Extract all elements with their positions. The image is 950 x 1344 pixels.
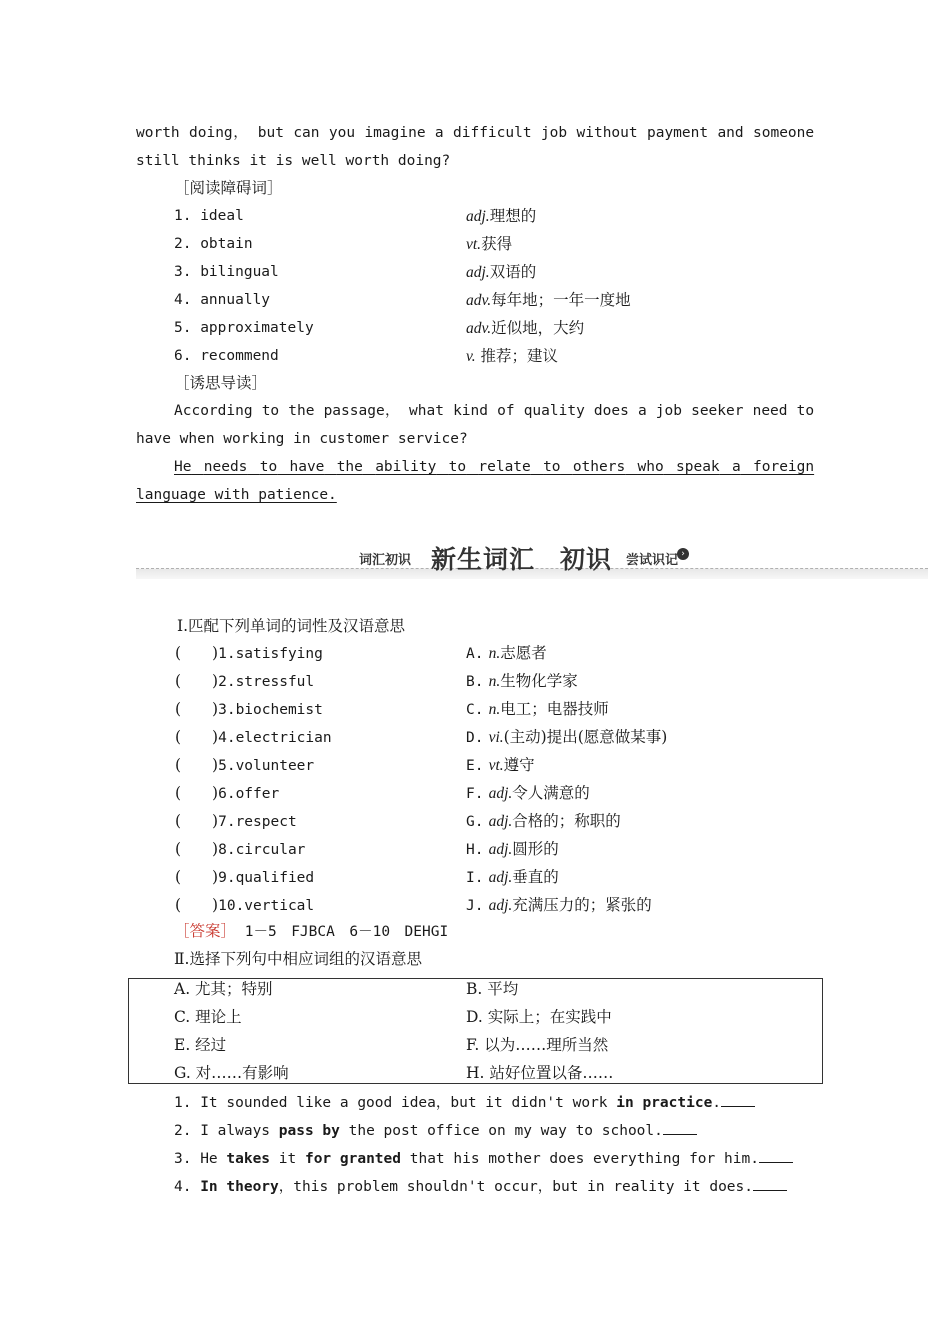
answer-word: He bbox=[174, 459, 192, 475]
phrase-option: C. 理论上 bbox=[174, 1008, 242, 1026]
vocab-meaning-row bbox=[466, 261, 536, 283]
answer-blank bbox=[721, 1092, 755, 1107]
exercise-sentence bbox=[174, 1176, 787, 1198]
exercise-sentence bbox=[174, 1148, 793, 1170]
match-item-left bbox=[175, 726, 332, 748]
answer-paren: ( ) bbox=[175, 672, 219, 690]
vocab-pos: vt. bbox=[466, 236, 482, 253]
banner-left-label: 词汇初识 bbox=[359, 553, 412, 568]
match-item-left bbox=[175, 670, 314, 692]
option-meaning: 遵守 bbox=[503, 756, 535, 774]
sentence-text: 4. bbox=[174, 1179, 201, 1195]
match-item-left bbox=[175, 754, 314, 776]
intro-word: doing， bbox=[189, 125, 249, 141]
vocab-meaning-row bbox=[466, 345, 558, 367]
exercise-sentence bbox=[174, 1092, 755, 1114]
question-word: what bbox=[409, 403, 444, 419]
sentence-text: ，this problem shouldn't occur，but in reality it does. bbox=[278, 1179, 753, 1195]
answer-word: needs bbox=[203, 459, 248, 475]
match-word: 10.vertical bbox=[218, 898, 315, 914]
answer-word: a bbox=[731, 459, 741, 475]
answer-word: speak bbox=[676, 459, 720, 475]
option-meaning: (主动)提出(愿意做某事) bbox=[503, 728, 668, 746]
question-word: of bbox=[497, 403, 515, 419]
match-word: 6.offer bbox=[218, 786, 280, 802]
answer-word: foreign bbox=[753, 459, 815, 475]
match-item-right bbox=[466, 838, 559, 860]
intro-word: imagine bbox=[364, 125, 426, 141]
section-banner bbox=[136, 540, 928, 582]
intro-line-1 bbox=[136, 122, 814, 144]
vocab-word: 2. obtain bbox=[174, 236, 253, 252]
match-item-left bbox=[175, 698, 323, 720]
intro-word: payment bbox=[646, 125, 709, 141]
option-pos: n. bbox=[488, 701, 501, 718]
sentence-text: 3. He bbox=[174, 1151, 227, 1167]
intro-word: someone bbox=[753, 125, 815, 141]
match-item-right bbox=[466, 894, 652, 916]
part1-heading: Ⅰ.匹配下列单词的词性及汉语意思 bbox=[177, 617, 406, 635]
vocab-meaning: 近似地，大约 bbox=[491, 319, 585, 337]
match-word: 4.electrician bbox=[218, 730, 332, 746]
option-meaning: 令人满意的 bbox=[512, 784, 590, 802]
key-phrase: in practice bbox=[616, 1095, 713, 1111]
intro-line-2: still thinks it is well worth doing? bbox=[136, 153, 451, 169]
option-letter: D. bbox=[466, 730, 484, 746]
question-word: quality bbox=[523, 403, 585, 419]
question-word: the bbox=[288, 403, 315, 419]
vocab-meaning: 获得 bbox=[481, 235, 513, 253]
option-pos: adj. bbox=[488, 813, 513, 830]
intro-word: job bbox=[540, 125, 568, 141]
intro-word: worth bbox=[136, 125, 180, 141]
vocab-meaning-row bbox=[466, 289, 631, 311]
match-item-right bbox=[466, 642, 547, 664]
answer-word: to bbox=[543, 459, 561, 475]
chevron-right-icon: › bbox=[677, 548, 689, 560]
vocab-pos: adj. bbox=[466, 264, 490, 281]
answer-paren: ( ) bbox=[175, 868, 219, 886]
match-item-right bbox=[466, 754, 535, 776]
key-phrase: In theory bbox=[200, 1179, 279, 1195]
match-word: 2.stressful bbox=[218, 674, 315, 690]
intro-word: without bbox=[576, 125, 638, 141]
question-word: does bbox=[593, 403, 629, 419]
match-word: 8.circular bbox=[218, 842, 306, 858]
match-item-right bbox=[466, 810, 621, 832]
answer-line-2: language with patience. bbox=[136, 487, 337, 503]
vocab-meaning: 双语的 bbox=[489, 263, 537, 281]
answer-text: 1－5 FJBCA 6－10 DEHGI bbox=[236, 924, 449, 940]
option-meaning: 志愿者 bbox=[500, 644, 547, 662]
answer-word: have bbox=[289, 459, 325, 475]
vocab-meaning: 理想的 bbox=[489, 207, 537, 225]
answer-label: ［答案］ bbox=[174, 922, 237, 940]
answer-word: ability bbox=[375, 459, 437, 475]
phrase-option: H. 站好位置以备…… bbox=[466, 1064, 614, 1082]
phrase-option: D. 实际上；在实践中 bbox=[466, 1008, 612, 1026]
sentence-text: the post office on my way to school. bbox=[339, 1123, 663, 1139]
match-item-right bbox=[466, 698, 609, 720]
option-meaning: 垂直的 bbox=[512, 868, 559, 886]
answer-blank bbox=[759, 1148, 793, 1163]
question-word: seeker bbox=[691, 403, 744, 419]
answer-blank bbox=[663, 1120, 697, 1135]
answer-word: to bbox=[259, 459, 278, 475]
option-pos: vi. bbox=[488, 729, 504, 746]
answer-word: who bbox=[637, 459, 664, 475]
match-item-right bbox=[466, 866, 559, 888]
option-letter: H. bbox=[466, 842, 484, 858]
phrase-option: F. 以为……理所当然 bbox=[466, 1036, 609, 1054]
option-meaning: 圆形的 bbox=[512, 840, 559, 858]
match-word: 9.qualified bbox=[218, 870, 315, 886]
exercise-sentence bbox=[174, 1120, 697, 1142]
answer-word: others bbox=[572, 459, 626, 475]
question-line-1 bbox=[174, 400, 814, 422]
banner-title-2: 初识 bbox=[560, 545, 613, 574]
vocab-meaning-row bbox=[466, 205, 536, 227]
answer-word: to bbox=[448, 459, 467, 475]
vocab-word: 4. annually bbox=[174, 292, 271, 308]
question-word: job bbox=[655, 403, 682, 419]
intro-word: you bbox=[328, 125, 356, 141]
intro-word: but bbox=[257, 125, 284, 141]
match-item-right bbox=[466, 670, 578, 692]
option-pos: adj. bbox=[488, 785, 513, 802]
sentence-text: it bbox=[270, 1151, 305, 1167]
sentence-text: 1. It sounded like a good idea，but it didn't work bbox=[174, 1095, 617, 1111]
match-item-left bbox=[175, 642, 323, 664]
option-letter: B. bbox=[466, 674, 484, 690]
match-item-right bbox=[466, 726, 667, 748]
vocab-pos: v. bbox=[466, 348, 476, 365]
option-letter: E. bbox=[466, 758, 484, 774]
match-word: 7.respect bbox=[218, 814, 297, 830]
option-meaning: 电工；电器技师 bbox=[500, 700, 609, 718]
match-word: 1.satisfying bbox=[218, 646, 323, 662]
answer-word: relate bbox=[478, 459, 531, 475]
vocab-word: 5. approximately bbox=[174, 320, 314, 336]
key-phrase: takes bbox=[226, 1151, 271, 1167]
answer-paren: ( ) bbox=[175, 896, 219, 914]
match-item-left bbox=[175, 838, 305, 860]
intro-word: can bbox=[293, 125, 320, 141]
option-pos: vt. bbox=[488, 757, 504, 774]
vocab-pos: adj. bbox=[466, 208, 490, 225]
sentence-text: . bbox=[712, 1095, 722, 1111]
option-pos: adj. bbox=[488, 841, 513, 858]
intro-word: difficult bbox=[453, 125, 532, 141]
option-letter: A. bbox=[466, 646, 484, 662]
answer-word: the bbox=[336, 459, 363, 475]
vocab-meaning-row bbox=[466, 317, 584, 339]
question-line-2: have when working in customer service? bbox=[136, 431, 468, 447]
answer-line-1 bbox=[174, 456, 814, 478]
question-word: According bbox=[174, 403, 253, 419]
key-phrase: for granted bbox=[304, 1151, 401, 1167]
option-meaning: 充满压力的；紧张的 bbox=[512, 896, 652, 914]
vocab-pos: adv. bbox=[466, 292, 492, 309]
question-word: kind bbox=[453, 403, 488, 419]
match-item-right bbox=[466, 782, 590, 804]
vocab-pos: adv. bbox=[466, 320, 492, 337]
answer-row bbox=[174, 920, 448, 942]
phrase-option: A. 尤其；特别 bbox=[174, 980, 273, 998]
answer-paren: ( ) bbox=[175, 784, 219, 802]
question-word: to bbox=[796, 403, 815, 419]
answer-paren: ( ) bbox=[175, 840, 219, 858]
intro-word: a bbox=[434, 125, 444, 141]
option-pos: adj. bbox=[488, 869, 513, 886]
match-item-left bbox=[175, 810, 297, 832]
option-meaning: 生物化学家 bbox=[500, 672, 578, 690]
phrase-option: G. 对……有影响 bbox=[174, 1064, 289, 1082]
option-letter: C. bbox=[466, 702, 484, 718]
banner-right-label: 尝试识记 bbox=[626, 553, 679, 568]
key-phrase: pass by bbox=[278, 1123, 340, 1139]
match-word: 3.biochemist bbox=[218, 702, 323, 718]
answer-paren: ( ) bbox=[175, 812, 219, 830]
sentence-text: that his mother does everything for him. bbox=[401, 1151, 759, 1167]
guided-heading: ［诱思导读］ bbox=[174, 374, 268, 392]
answer-paren: ( ) bbox=[175, 728, 219, 746]
option-pos: n. bbox=[488, 645, 501, 662]
match-item-left bbox=[175, 782, 279, 804]
option-meaning: 合格的；称职的 bbox=[512, 812, 621, 830]
option-pos: adj. bbox=[488, 897, 513, 914]
phrase-option: B. 平均 bbox=[466, 980, 519, 998]
option-pos: n. bbox=[488, 673, 501, 690]
answer-paren: ( ) bbox=[175, 700, 219, 718]
vocab-word: 6. recommend bbox=[174, 348, 279, 364]
phrase-option: E. 经过 bbox=[174, 1036, 227, 1054]
sentence-text: 2. I always bbox=[174, 1123, 279, 1139]
vocab-meaning: 推荐；建议 bbox=[475, 347, 559, 365]
vocab-meaning: 每年地；一年一度地 bbox=[491, 291, 631, 309]
question-word: a bbox=[637, 403, 647, 419]
option-letter: J. bbox=[466, 898, 484, 914]
vocab-word: 1. ideal bbox=[174, 208, 244, 224]
question-word: need bbox=[752, 403, 788, 419]
option-letter: F. bbox=[466, 786, 484, 802]
vocab-meaning-row bbox=[466, 233, 512, 255]
option-letter: G. bbox=[466, 814, 484, 830]
match-word: 5.volunteer bbox=[218, 758, 315, 774]
reading-obstacles-heading: ［阅读障碍词］ bbox=[174, 179, 283, 197]
question-word: to bbox=[261, 403, 280, 419]
answer-paren: ( ) bbox=[175, 756, 219, 774]
option-letter: I. bbox=[466, 870, 484, 886]
intro-word: and bbox=[717, 125, 744, 141]
question-word: passage， bbox=[323, 403, 400, 419]
part2-heading: Ⅱ.选择下列句中相应词组的汉语意思 bbox=[174, 950, 422, 968]
answer-blank bbox=[753, 1176, 787, 1191]
answer-paren: ( ) bbox=[175, 644, 219, 662]
match-item-left bbox=[175, 866, 314, 888]
match-item-left bbox=[175, 894, 314, 916]
banner-title-1: 新生词汇 bbox=[431, 545, 536, 574]
vocab-word: 3. bilingual bbox=[174, 264, 279, 280]
